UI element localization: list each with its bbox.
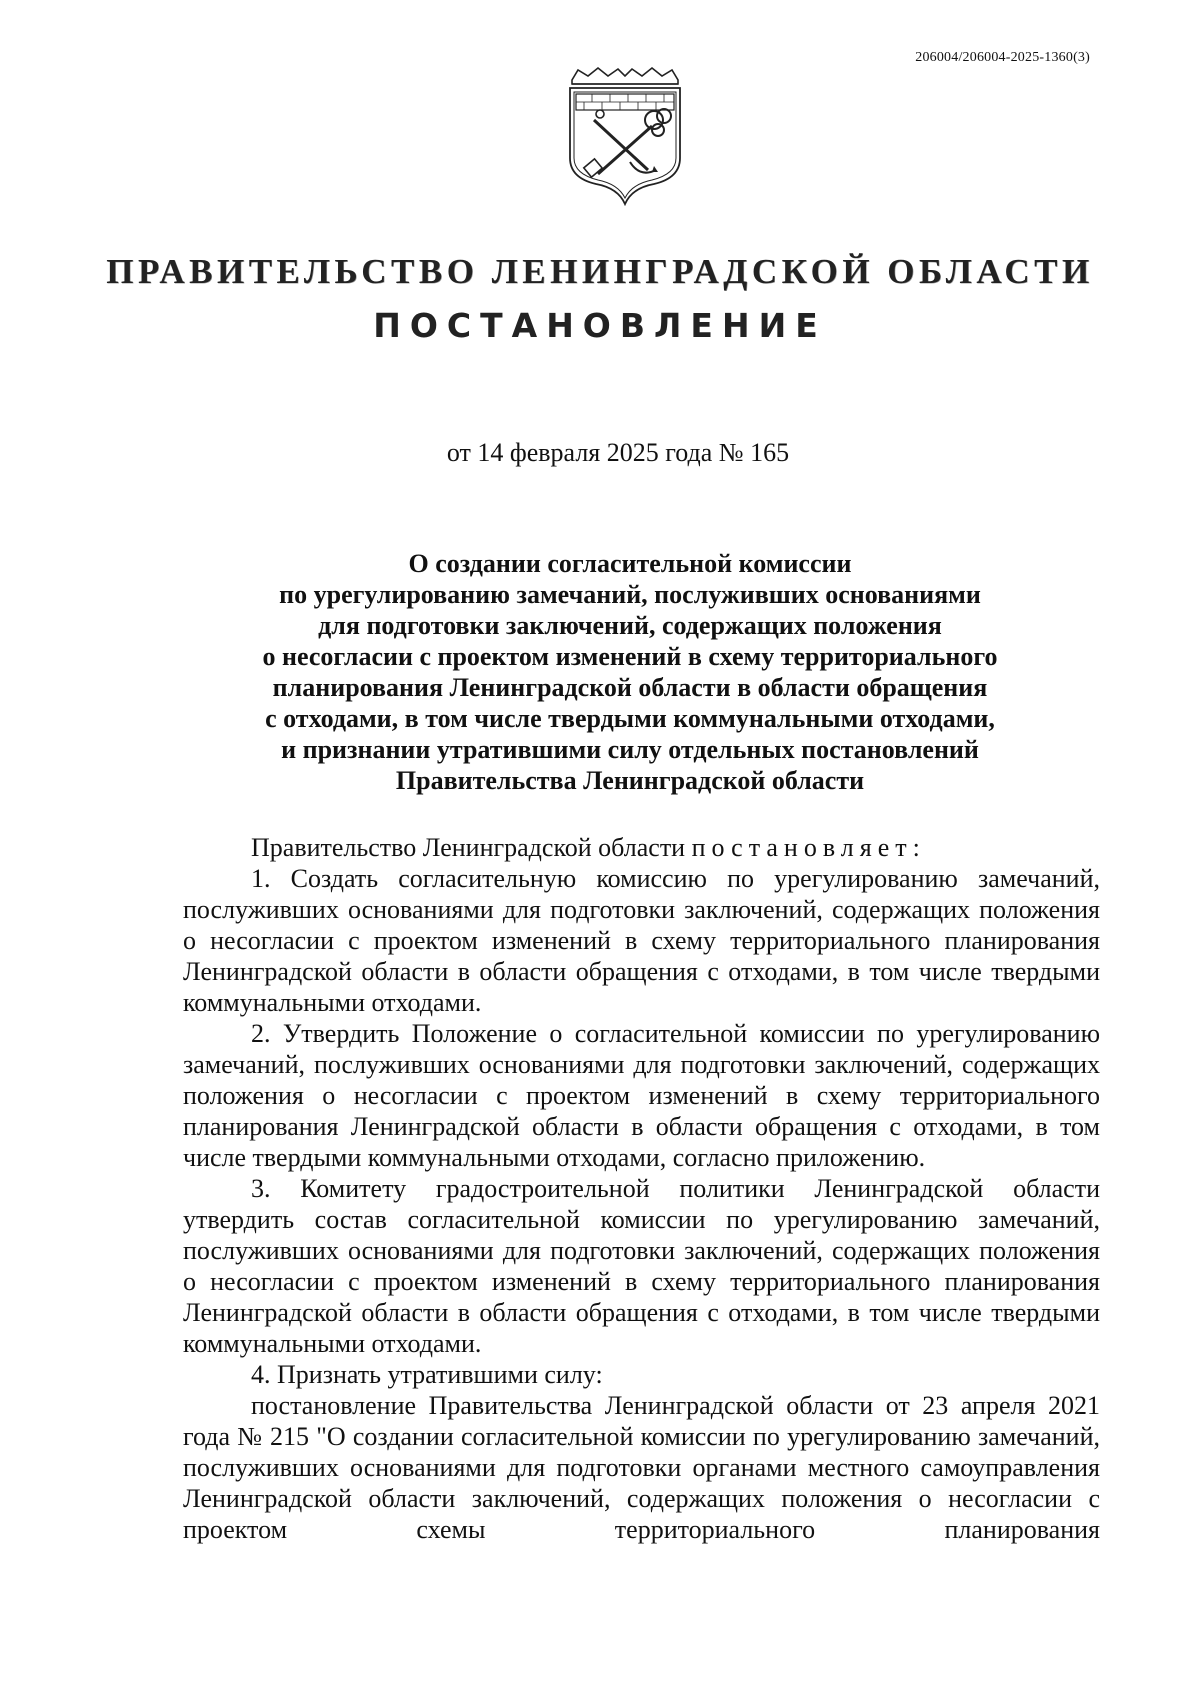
intro-text: Правительство Ленинградской области	[251, 833, 686, 862]
paragraph-4: 4. Признать утратившими силу:	[251, 1360, 603, 1389]
document-date-line: от 14 февраля 2025 года № 165	[446, 438, 790, 467]
heading-line: Правительства Ленинградской области	[395, 766, 865, 795]
heading-line: по урегулированию замечаний, послуживших основаниями	[279, 580, 981, 609]
leningrad-oblast-coat-of-arms-icon	[564, 66, 686, 206]
heading-line: О создании согласительной комиссии	[408, 549, 852, 578]
paragraph-3: 3. Комитету градостроительной политики Ленинградской области утвердить состав согласительной комиссии по урегулированию замечаний, послуживших основаниями для подготовки заключений, содержащих положения о несогласии с проектом изменений в схему территориального планирования Ленинградской области в области обращения с отходами, в том числе твердыми коммунальными отходами.	[183, 1174, 1100, 1358]
government-title: ПРАВИТЕЛЬСТВО ЛЕНИНГРАДСКОЙ ОБЛАСТИ	[106, 252, 1094, 291]
document-type-title: ПОСТАНОВЛЕНИЕ	[373, 306, 827, 345]
heading-line: планирования Ленинградской области в области обращения	[272, 673, 988, 702]
paragraph-5: постановление Правительства Ленинградской области от 23 апреля 2021 года № 215 "О создании согласительной комиссии по урегулированию замечаний, послуживших основаниями для подготовки органами местного самоуправления Ленинградской области заключений, содержащих положения о несогласии с проектом схемы территориального планирования	[183, 1391, 1100, 1544]
paragraph-2: 2. Утвердить Положение о согласительной комиссии по урегулированию замечаний, послуживших основаниями для подготовки заключений, содержащих положения о несогласии с проектом изменений в схему территориального планирования Ленинградской области в области обращения с отходами, в том числе твердыми коммунальными отходами, согласно приложению.	[183, 1019, 1100, 1172]
heading-line: для подготовки заключений, содержащих положения	[318, 611, 942, 640]
document-registration-number: 206004/206004-2025-1360(3)	[915, 50, 1090, 65]
document-heading	[150, 548, 1110, 796]
document-body	[183, 832, 1100, 1545]
intro-paragraph	[183, 832, 1100, 863]
heading-line: о несогласии с проектом изменений в схему территориального	[262, 642, 998, 671]
intro-verb: постановляет:	[691, 833, 926, 862]
heading-line: с отходами, в том числе твердыми коммунальными отходами,	[265, 704, 995, 733]
paragraph-1: 1. Создать согласительную комиссию по урегулированию замечаний, послуживших основаниями для подготовки заключений, содержащих положения о несогласии с проектом изменений в схему территориального планирования Ленинградской области в области обращения с отходами, в том числе твердыми коммунальными отходами.	[183, 864, 1100, 1017]
heading-line: и признании утратившими силу отдельных постановлений	[281, 735, 979, 764]
